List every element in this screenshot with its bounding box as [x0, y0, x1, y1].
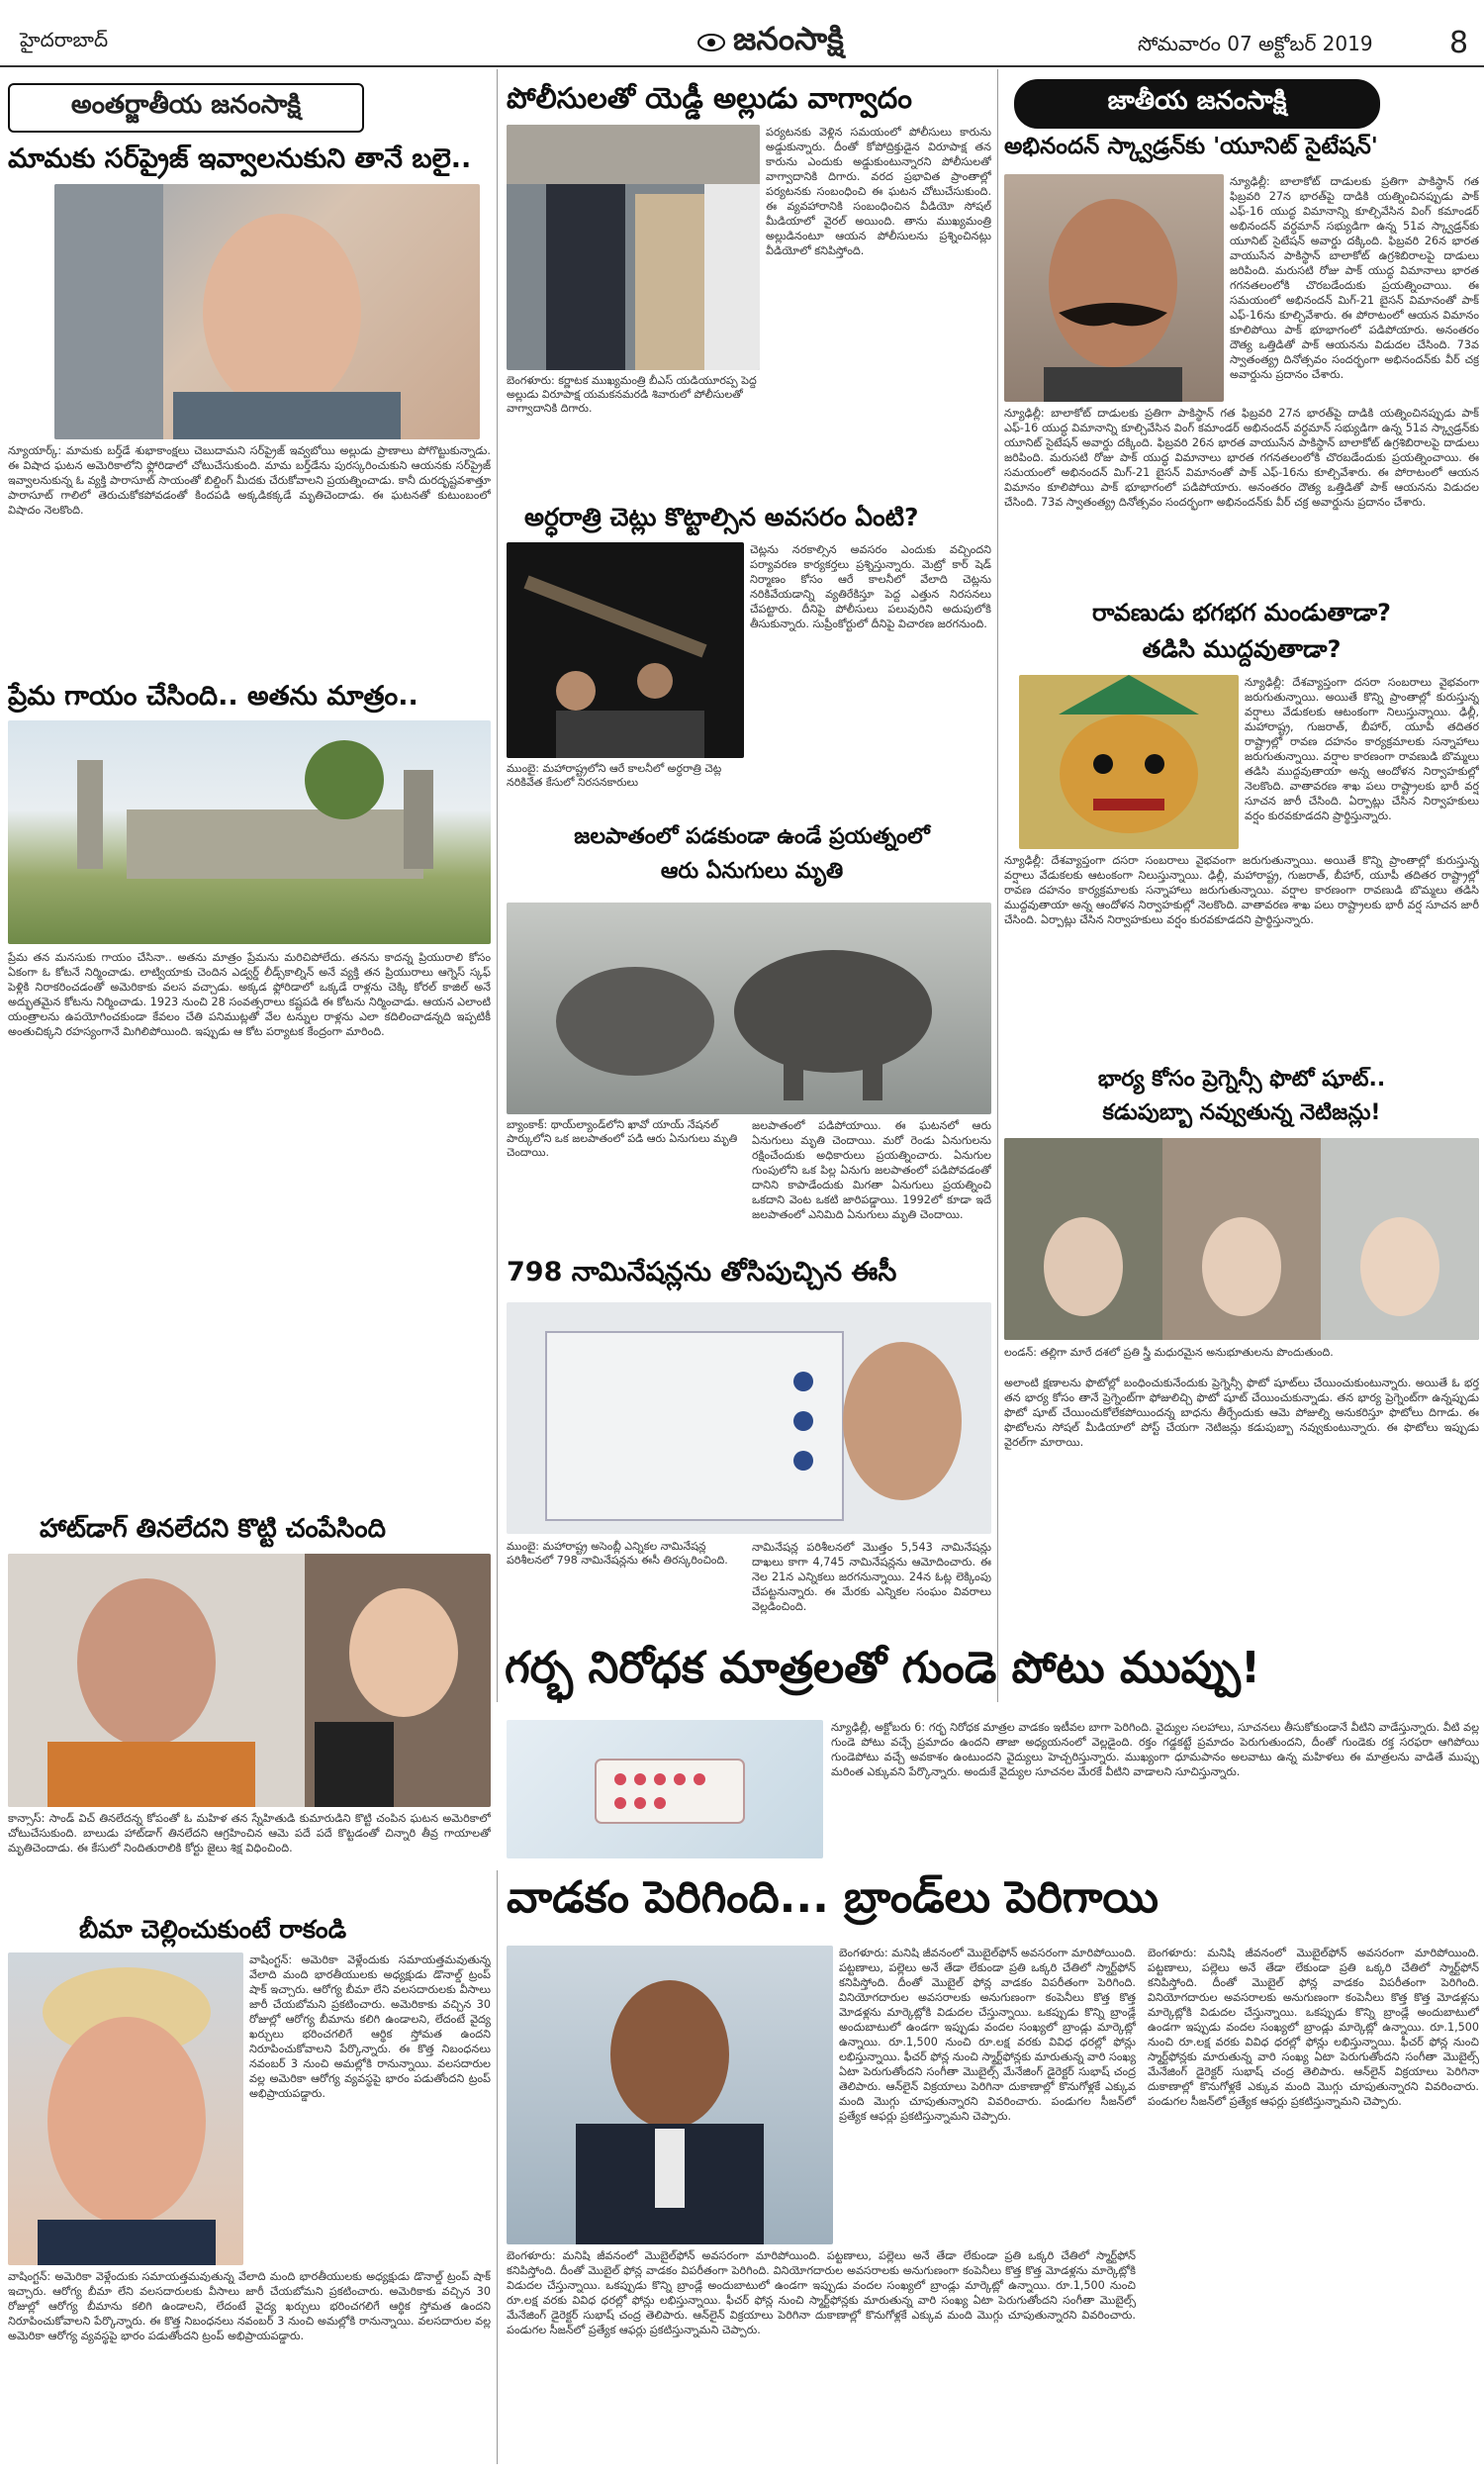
article-body-elephants: జలపాతంలో పడిపోయాయి. ఈ ఘటనలో ఆరు ఏనుగులు మృతి చెందాయి. మరో రెండు ఏనుగులను రక్షించేందుకు అధికారులు ప్రయత్నించారు. ఏనుగుల గుంపులోని ఒక పిల్ల ఏనుగు జలపాతంలో పడిపోవడంతో దానిని కాపాడేందుకు మిగతా ఏనుగులు ప్రయత్నించి ఒకదాని వెంట ఒకటి జారిపడ్డాయి. 1992లో కూడా ఇదే జలపాతంలో ఎనిమిది ఏనుగులు మృతి చెందాయి. — [752, 1119, 991, 1221]
photo-trump — [8, 1952, 243, 2265]
photo-voting-machine — [507, 1302, 991, 1534]
photo-businessman — [507, 1946, 833, 2244]
headline-elephants-line1: జలపాతంలో పడకుండా ఉండే ప్రయత్నంలో — [574, 824, 930, 849]
headline-yeddy-son-in-law: పోలీసులతో యెడ్డీ అల్లుడు వాగ్వాదం — [507, 81, 912, 115]
article-body-abhinandan: న్యూఢిల్లీ: బాలాకోట్ దాడులకు ప్రతిగా పాకిస్థాన్ గత ఫిబ్రవరి 27న భారత్‌పై దాడికి యత్నించినప్పుడు పాక్ ఎఫ్-16 యుద్ధ విమానాన్ని కూల్చివేసిన వింగ్ కమాండర్ అభినందన్ వర్ధమాన్ సభ్యుడిగా ఉన్న 51వ స్క్వాడ్రన్‌కు యూనిట్ సైటేషన్ అవార్డు దక్కింది. ఫిబ్రవరి 26న భారత వాయుసేన పాకిస్థాన్ బాలాకోట్ ఉగ్రశిబిరాలపై దాడులు జరిపింది. మరుసటి రోజు పాక్ యుద్ధ విమానాలు భారత గగనతలంలోకి చొరబడేందుకు ప్రయత్నించాయి. ఈ సమయంలో అభినందన్ మిగ్-21 బైసన్ విమానంతో పాక్ ఎఫ్-16ను కూల్చివేశారు. ఈ పోరాటంలో ఆయన విమానం కూలిపోయి పాక్ భూభాగంలో పడిపోయారు. అనంతరం దౌత్య ఒత్తిడితో పాక్ ఆయనను విడుదల చేసింది. 73వ స్వాతంత్య్ర దినోత్సవం సందర్భంగా అభినందన్‌కు వీర్ చక్ర అవార్డును ప్రదానం చేశారు. — [1230, 175, 1479, 381]
headline-ravana-line1: రావణుడు భగభగ మండుతాడా? — [1092, 599, 1391, 626]
column-divider — [497, 69, 498, 1702]
photo-contraceptive-pills — [507, 1720, 823, 1858]
eye-logo-icon — [697, 29, 725, 56]
caption-pregnancy: లండన్: తల్లిగా మారే దశలో ప్రతి స్త్రీ మధురమైన అనుభూతులను పొందుతుంది. — [1004, 1346, 1334, 1359]
article-body-hotdog: కాన్సాస్: సాండ్ విచ్ తినలేదన్న కోపంతో ఓ మహిళ తన స్నేహితుడి కుమారుడిని కొట్టి చంపిన ఘటన అమెరికాలో చోటుచేసుకుంది. బాలుడు హాట్‌డాగ్ తినలేదని ఆగ్రహించిన ఆమె పదే పదే కొట్టడంతో చిన్నారి తీవ్ర గాయాలతో మృతిచెందాడు. ఈ కేసులో నిందితురాలికి కోర్టు జైలు శిక్ష విధించింది. — [8, 1812, 491, 1855]
headline-mobile-brands: వాడకం పెరిగింది... బ్రాండ్‌లు పెరిగాయి — [507, 1872, 1159, 1923]
caption-nominations: ముంబై: మహారాష్ట్ర అసెంబ్లీ ఎన్నికల నామినేషన్ల పరిశీలనలో 798 నామినేషన్లను ఈసీ తిరస్కరించింది. — [507, 1540, 728, 1567]
headline-elephants-line2: ఆరు ఏనుగులు మృతి — [660, 859, 844, 884]
photo-coral-castle — [8, 720, 491, 944]
headline-pregnancy-line2: కడుపుబ్బా నవ్వుతున్న నెటిజన్లు! — [1102, 1100, 1381, 1125]
headline-pregnancy-line1: భార్య కోసం ప్రెగ్నెన్సీ ఫొటో షూట్.. — [1097, 1067, 1386, 1092]
photo-police-argument — [507, 125, 760, 370]
photo-night-protest — [507, 542, 744, 758]
issue-date: సోమవారం 07 అక్టోబర్ 2019 — [1138, 32, 1373, 55]
photo-ravana-effigy — [1019, 675, 1239, 849]
caption-police-argument: బెంగళూరు: కర్ణాటక ముఖ్యమంత్రి బీఎస్ యడియూరప్ప పెద్ద అల్లుడు విరూపాక్ష యమకనమరడి శివారులో పోలీసులతో వాగ్వాదానికి దిగారు. — [507, 374, 757, 415]
article-body-mobile-brands: బెంగళూరు: మనిషి జీవనంలో మొబైల్‌ఫోన్ అవసరంగా మారిపోయింది. పట్టణాలు, పల్లెలు అనే తేడా లేకుండా ప్రతి ఒక్కరి చేతిలో స్మార్ట్‌ఫోన్ కనిపిస్తోంది. దీంతో మొబైల్ ఫోన్ల వాడకం విపరీతంగా పెరిగింది. వినియోగదారుల అవసరాలకు అనుగుణంగా కంపెనీలు కొత్త కొత్త మోడళ్లను మార్కెట్లోకి విడుదల చేస్తున్నాయి. ఒకప్పుడు కొన్ని బ్రాండ్లే అందుబాటులో ఉండగా ఇప్పుడు వందల సంఖ్యలో బ్రాండ్లు మార్కెట్లో ఉన్నాయి. రూ.1,500 నుంచి రూ.లక్ష వరకు వివిధ ధరల్లో ఫోన్లు లభిస్తున్నాయి. ఫీచర్ ఫోన్ల నుంచి స్మార్ట్‌ఫోన్లకు మారుతున్న వారి సంఖ్య ఏటా పెరుగుతోందని సంగీతా మొబైల్స్ మేనేజింగ్ డైరెక్టర్ సుభాష్ చంద్ర తెలిపారు. ఆన్‌లైన్ విక్రయాలు పెరిగినా దుకాణాల్లో కొనుగోళ్లకే ఎక్కువ మంది మొగ్గు చూపుతున్నారని వివరించారు. పండుగల సీజన్‌లో ప్రత్యేక ఆఫర్లు ప్రకటిస్తున్నామని చెప్పారు. — [839, 1947, 1136, 2123]
city-label: హైదరాబాద్ — [20, 28, 109, 51]
header-rule — [0, 65, 1484, 67]
article-body-visa-insurance-cont: వాషింగ్టన్: అమెరికా వెళ్లేందుకు సమాయత్తమవుతున్న వేలాది మంది భారతీయులకు అధ్యక్షుడు డొనాల్డ్ ట్రంప్ షాక్ ఇచ్చారు. ఆరోగ్య బీమా లేని వలసదారులకు వీసాలు జారీ చేయబోమని ప్రకటించారు. అమెరికాకు వచ్చిన 30 రోజుల్లో ఆరోగ్య బీమాను కలిగి ఉండాలని, లేదంటే వైద్య ఖర్చులు భరించగలిగే ఆర్థిక స్తోమత ఉందని నిరూపించుకోవాలని పేర్కొన్నారు. ఈ కొత్త నిబంధనలు నవంబర్ 3 నుంచి అమల్లోకి రానున్నాయి. వలసదారుల వల్ల అమెరికా ఆరోగ్య వ్యవస్థపై భారం పడుతోందని ట్రంప్ అభిప్రాయపడ్డారు. — [8, 2270, 491, 2342]
headline-contraceptive: గర్భ నిరోధక మాత్రలతో గుండె పోటు ముప్పు! — [505, 1643, 1261, 1693]
article-body-midnight-trees: చెట్లను నరకాల్సిన అవసరం ఎందుకు వచ్చిందని పర్యావరణ కార్యకర్తలు ప్రశ్నిస్తున్నారు. మెట్రో కార్ షెడ్ నిర్మాణం కోసం ఆరే కాలనీలో వేలాది చెట్లను నరికివేయడాన్ని వ్యతిరేకిస్తూ పెద్ద ఎత్తున నిరసనలు చేపట్టారు. దీనిపై పోలీసులు పలువురిని అదుపులోకి తీసుకున్నారు. సుప్రీంకోర్టులో దీనిపై విచారణ జరగనుంది. — [750, 543, 991, 630]
article-body-mobile-brands-cont: బెంగళూరు: మనిషి జీవనంలో మొబైల్‌ఫోన్ అవసరంగా మారిపోయింది. పట్టణాలు, పల్లెలు అనే తేడా లేకుండా ప్రతి ఒక్కరి చేతిలో స్మార్ట్‌ఫోన్ కనిపిస్తోంది. దీంతో మొబైల్ ఫోన్ల వాడకం విపరీతంగా పెరిగింది. వినియోగదారుల అవసరాలకు అనుగుణంగా కంపెనీలు కొత్త కొత్త మోడళ్లను మార్కెట్లోకి విడుదల చేస్తున్నాయి. ఒకప్పుడు కొన్ని బ్రాండ్లే అందుబాటులో ఉండగా ఇప్పుడు వందల సంఖ్యలో బ్రాండ్లు మార్కెట్లో ఉన్నాయి. రూ.1,500 నుంచి రూ.లక్ష వరకు వివిధ ధరల్లో ఫోన్లు లభిస్తున్నాయి. ఫీచర్ ఫోన్ల నుంచి స్మార్ట్‌ఫోన్లకు మారుతున్న వారి సంఖ్య ఏటా పెరుగుతోందని సంగీతా మొబైల్స్ మేనేజింగ్ డైరెక్టర్ సుభాష్ చంద్ర తెలిపారు. ఆన్‌లైన్ విక్రయాలు పెరిగినా దుకాణాల్లో కొనుగోళ్లకే ఎక్కువ మంది మొగ్గు చూపుతున్నారని వివరించారు. పండుగల సీజన్‌లో ప్రత్యేక ఆఫర్లు ప్రకటిస్తున్నామని చెప్పారు. — [507, 2249, 1136, 2336]
headline-abhinandan: అభినందన్ స్క్వాడ్రన్‌కు 'యూనిట్ సైటేషన్' — [1004, 134, 1378, 159]
article-body-ravana-cont: న్యూఢిల్లీ: దేశవ్యాప్తంగా దసరా సంబరాలు వైభవంగా జరుగుతున్నాయి. అయితే కొన్ని ప్రాంతాల్లో కురుస్తున్న వర్షాలు వేడుకలకు ఆటంకంగా నిలుస్తున్నాయి. ఢిల్లీ, మహారాష్ట్ర, గుజరాత్, బీహార్, యూపీ తదితర రాష్ట్రాల్లో రావణ దహనం కార్యక్రమాలకు సన్నాహాలు జరుగుతున్నాయి. వర్షాల కారణంగా రావణుడి బొమ్మలు తడిసి ముద్దవుతాయా అన్న ఆందోళన నిర్వాహకుల్లో నెలకొంది. వాతావరణ శాఖ పలు రాష్ట్రాలకు భారీ వర్ష సూచన జారీ చేసింది. ఏర్పాట్లు చేసిన నిర్వాహకులు వర్షం కురవకూడదని ప్రార్థిస్తున్నారు. — [1004, 854, 1479, 926]
page-number: 8 — [1449, 26, 1469, 60]
article-body-ravana: న్యూఢిల్లీ: దేశవ్యాప్తంగా దసరా సంబరాలు వైభవంగా జరుగుతున్నాయి. అయితే కొన్ని ప్రాంతాల్లో కురుస్తున్న వర్షాలు వేడుకలకు ఆటంకంగా నిలుస్తున్నాయి. ఢిల్లీ, మహారాష్ట్ర, గుజరాత్, బీహార్, యూపీ తదితర రాష్ట్రాల్లో రావణ దహనం కార్యక్రమాలకు సన్నాహాలు జరుగుతున్నాయి. వర్షాల కారణంగా రావణుడి బొమ్మలు తడిసి ముద్దవుతాయా అన్న ఆందోళన నిర్వాహకుల్లో నెలకొంది. వాతావరణ శాఖ పలు రాష్ట్రాలకు భారీ వర్ష సూచన జారీ చేసింది. ఏర్పాట్లు చేసిన నిర్వాహకులు వర్షం కురవకూడదని ప్రార్థిస్తున్నారు. — [1245, 676, 1479, 822]
article-body-yeddy: పర్యటనకు వెళ్లిన సమయంలో పోలీసులు కారును అడ్డుకున్నారు. దీంతో కోపోద్రిక్తుడైన విరూపాక్ష తన కారును ఎందుకు అడ్డుకుంటున్నారని పోలీసులతో వాగ్వాదానికి దిగారు. వరద ప్రభావిత ప్రాంతాల్లో పర్యటనకు సంబంధించి ఈ ఘటన చోటుచేసుకుంది. ఈ వ్యవహారానికి సంబంధించిన వీడియో సోషల్ మీడియాలో వైరల్ అయింది. తాను ముఖ్యమంత్రి అల్లుడినంటూ ఆయన పోలీసులను ప్రశ్నించినట్లు వీడియోలో కనిపిస్తోంది. — [766, 126, 991, 257]
page-header — [0, 0, 1484, 69]
article-body-mobile-brands-col2: బెంగళూరు: మనిషి జీవనంలో మొబైల్‌ఫోన్ అవసరంగా మారిపోయింది. పట్టణాలు, పల్లెలు అనే తేడా లేకుండా ప్రతి ఒక్కరి చేతిలో స్మార్ట్‌ఫోన్ కనిపిస్తోంది. దీంతో మొబైల్ ఫోన్ల వాడకం విపరీతంగా పెరిగింది. వినియోగదారుల అవసరాలకు అనుగుణంగా కంపెనీలు కొత్త కొత్త మోడళ్లను మార్కెట్లోకి విడుదల చేస్తున్నాయి. ఒకప్పుడు కొన్ని బ్రాండ్లే అందుబాటులో ఉండగా ఇప్పుడు వందల సంఖ్యలో బ్రాండ్లు మార్కెట్లో ఉన్నాయి. రూ.1,500 నుంచి రూ.లక్ష వరకు వివిధ ధరల్లో ఫోన్లు లభిస్తున్నాయి. ఫీచర్ ఫోన్ల నుంచి స్మార్ట్‌ఫోన్లకు మారుతున్న వారి సంఖ్య ఏటా పెరుగుతోందని సంగీతా మొబైల్స్ మేనేజింగ్ డైరెక్టర్ సుభాష్ చంద్ర తెలిపారు. ఆన్‌లైన్ విక్రయాలు పెరిగినా దుకాణాల్లో కొనుగోళ్లకే ఎక్కువ మంది మొగ్గు చూపుతున్నారని వివరించారు. పండుగల సీజన్‌లో ప్రత్యేక ఆఫర్లు ప్రకటిస్తున్నామని చెప్పారు. — [1148, 1947, 1479, 2108]
section-banner-national: జాతీయ జనంసాక్షి — [1014, 79, 1380, 129]
headline-hotdog: హాట్‌డాగ్ తినలేదని కొట్టి చంపేసింది — [40, 1514, 386, 1544]
article-body-visa-insurance: వాషింగ్టన్: అమెరికా వెళ్లేందుకు సమాయత్తమవుతున్న వేలాది మంది భారతీయులకు అధ్యక్షుడు డొనాల్డ్ ట్రంప్ షాక్ ఇచ్చారు. ఆరోగ్య బీమా లేని వలసదారులకు వీసాలు జారీ చేయబోమని ప్రకటించారు. అమెరికాకు వచ్చిన 30 రోజుల్లో ఆరోగ్య బీమాను కలిగి ఉండాలని, లేదంటే వైద్య ఖర్చులు భరించగలిగే ఆర్థిక స్తోమత ఉందని నిరూపించుకోవాలని పేర్కొన్నారు. ఈ కొత్త నిబంధనలు నవంబర్ 3 నుంచి అమల్లోకి రానున్నాయి. వలసదారుల వల్ల అమెరికా ఆరోగ్య వ్యవస్థపై భారం పడుతోందని ట్రంప్ అభిప్రాయపడ్డారు. — [249, 1953, 491, 2100]
photo-man-portrait — [54, 184, 480, 439]
article-body-abhinandan-cont: న్యూఢిల్లీ: బాలాకోట్ దాడులకు ప్రతిగా పాకిస్థాన్ గత ఫిబ్రవరి 27న భారత్‌పై దాడికి యత్నించినప్పుడు పాక్ ఎఫ్-16 యుద్ధ విమానాన్ని కూల్చివేసిన వింగ్ కమాండర్ అభినందన్ వర్ధమాన్ సభ్యుడిగా ఉన్న 51వ స్క్వాడ్రన్‌కు యూనిట్ సైటేషన్ అవార్డు దక్కింది. ఫిబ్రవరి 26న భారత వాయుసేన పాకిస్థాన్ బాలాకోట్ ఉగ్రశిబిరాలపై దాడులు జరిపింది. మరుసటి రోజు పాక్ యుద్ధ విమానాలు భారత గగనతలంలోకి చొరబడేందుకు ప్రయత్నించాయి. ఈ సమయంలో అభినందన్ మిగ్-21 బైసన్ విమానంతో పాక్ ఎఫ్-16ను కూల్చివేశారు. ఈ పోరాటంలో ఆయన విమానం కూలిపోయి పాక్ భూభాగంలో పడిపోయారు. అనంతరం దౌత్య ఒత్తిడితో పాక్ ఆయనను విడుదల చేసింది. 73వ స్వాతంత్య్ర దినోత్సవం సందర్భంగా అభినందన్‌కు వీర్ చక్ర అవార్డును ప్రదానం చేశారు. — [1004, 407, 1479, 509]
headline-parachute: మామకు సర్‌ప్రైజ్ ఇవ్వాలనుకుని తానే బలై.. — [8, 143, 472, 174]
brand-name: జనంసాక్షి — [733, 20, 844, 57]
photo-pregnancy-shoot — [1004, 1138, 1479, 1340]
column-divider — [497, 1870, 498, 2464]
article-body-nominations: నామినేషన్ల పరిశీలనలో మొత్తం 5,543 నామినేషన్లు దాఖలు కాగా 4,745 నామినేషన్లను ఆమోదించారు. ఈ నెల 21న ఎన్నికలు జరగనున్నాయి. 24న ఓట్ల లెక్కింపు చేపట్టనున్నారు. ఈ మేరకు ఎన్నికల సంఘం వివరాలు వెల్లడించింది. — [752, 1541, 991, 1613]
photo-abhinandan — [1004, 174, 1224, 402]
photo-elephants-waterfall — [507, 903, 991, 1114]
section-banner-international: అంతర్జాతీయ జనంసాక్షి — [8, 83, 364, 133]
headline-midnight-trees: అర్ధరాత్రి చెట్లు కొట్టాల్సిన అవసరం ఏంటి? — [524, 503, 919, 531]
headline-nominations: 798 నామినేషన్లను తోసిపుచ్చిన ఈసీ — [507, 1257, 897, 1287]
article-body-parachute: న్యూయార్క్: మామకు బర్త్‌డే శుభాకాంక్షలు చెబుదామని సర్‌ప్రైజ్ ఇవ్వబోయి అల్లుడు ప్రాణాలు పోగొట్టుకున్నాడు. ఈ విషాద ఘటన అమెరికాలోని ఫ్లోరిడాలో చోటుచేసుకుంది. మామ బర్త్‌డేను పురస్కరించుకుని ఆయనకు సర్‌ప్రైజ్ ఇవ్వాలనుకున్న ఓ వ్యక్తి పారాసూట్ సాయంతో బిల్డింగ్ మీదకు చేరుకోవాలని ప్రయత్నించాడు. కానీ దురదృష్టవశాత్తూ పారాసూట్ గాలిలో తెరుచుకోకపోవడంతో కిందపడి అక్కడికక్కడే మృతిచెందాడు. ఈ ఘటనతో కుటుంబంలో విషాదం నెలకొంది. — [8, 444, 491, 517]
article-body-pregnancy: అలాంటి క్షణాలను ఫొటోల్లో బంధించుకునేందుకు ప్రెగ్నెన్సీ ఫొటో షూట్‌లు చేయించుకుంటున్నారు. అయితే ఓ భర్త తన భార్య కోసం తానే ప్రెగ్నెంట్‌గా ఫోజులిచ్చి ఫొటో షూట్ చేయించుకున్నాడు. తన భార్య ప్రెగ్నెంట్‌గా ఉన్నప్పుడు ఫొటో షూట్ చేయించుకోలేకపోయిందన్న బాధను తీర్చేందుకు ఆమె పోజుల్ని అనుకరిస్తూ ఫొటోలు దిగాడు. ఈ ఫొటోలను సోషల్ మీడియాలో పోస్ట్ చేయగా నెటిజన్లు కడుపుబ్బా నవ్వుకుంటున్నారు. ఈ ఫొటోలు ఇప్పుడు వైరల్‌గా మారాయి. — [1004, 1377, 1479, 1449]
article-body-coral-castle: ప్రేమ తన మనసుకు గాయం చేసినా.. అతను మాత్రం ప్రేమను మరిచిపోలేదు. తనను కాదన్న ప్రియురాలి కోసం ఏకంగా ఓ కోటనే నిర్మించాడు. లాట్వియాకు చెందిన ఎడ్వర్డ్ లీడ్స్‌కాల్నిన్ అనే వ్యక్తి తన ప్రియురాలు ఆగ్నెస్ స్కఫ్ పెళ్లికి నిరాకరించడంతో అమెరికాకు వలస వచ్చాడు. అక్కడ ఫ్లోరిడాలో ఒక్కడే రాళ్లను చెక్కి కోరల్ కాజిల్ అనే అద్భుతమైన కోటను నిర్మించాడు. 1923 నుంచి 28 సంవత్సరాలు కష్టపడి ఈ కోటను నిర్మించాడు. ఆయన ఎలాంటి యంత్రాలను ఉపయోగించకుండా కేవలం చేతి పనిముట్లతో వేల టన్నుల రాళ్లను ఎలా కదిలించాడన్నది ఇప్పటికీ అంతుచిక్కని రహస్యంగానే మిగిలిపోయింది. ఇప్పుడు ఆ కోట పర్యాటక కేంద్రంగా మారింది. — [8, 951, 491, 1038]
caption-elephants: బ్యాంకాక్: థాయ్‌ల్యాండ్‌లోని ఖావో యాయ్ నేషనల్ పార్కులోని ఒక జలపాతంలో పడి ఆరు ఏనుగులు మృతి చెందాయి. — [507, 1118, 738, 1159]
caption-night-protest: ముంబై: మహారాష్ట్రలోని ఆరే కాలనీలో అర్ధరాత్రి చెట్ల నరికివేత కేసులో నిరసనకారులు — [507, 762, 722, 789]
headline-visa-insurance: బీమా చెల్లించుకుంటే రాకండి — [79, 1915, 347, 1944]
masthead-logo — [697, 20, 844, 65]
article-body-contraceptive: న్యూఢిల్లీ, అక్టోబరు 6: గర్భ నిరోధక మాత్రల వాడకం ఇటీవల బాగా పెరిగింది. వైద్యుల సలహాలు, సూచనలు తీసుకోకుండానే వీటిని వాడేస్తున్నారు. వీటి వల్ల గుండె పోటు వచ్చే ప్రమాదం ఉందని తాజా అధ్యయనంలో వెల్లడైంది. రక్తం గడ్డకట్టే ప్రమాదం పెరుగుతుందని, దీంతో గుండెకు రక్త సరఫరా ఆగిపోయి గుండెపోటు వచ్చే అవకాశం ఉంటుందని వైద్యులు హెచ్చరిస్తున్నారు. ముఖ్యంగా ధూమపానం అలవాటు ఉన్న మహిళలు ఈ మాత్రలను వాడితే ముప్పు మరింత ఎక్కువని పేర్కొన్నారు. అందుకే వైద్యుల సూచనల మేరకే వీటిని వాడాలని సూచిస్తున్నారు. — [831, 1721, 1479, 1778]
photo-woman-and-child — [8, 1554, 491, 1807]
headline-coral-castle: ప్రేమ గాయం చేసింది.. అతను మాత్రం.. — [8, 681, 418, 712]
column-divider — [997, 69, 998, 1702]
headline-ravana-line2: తడిసి ముద్దవుతాడా? — [1142, 635, 1342, 663]
